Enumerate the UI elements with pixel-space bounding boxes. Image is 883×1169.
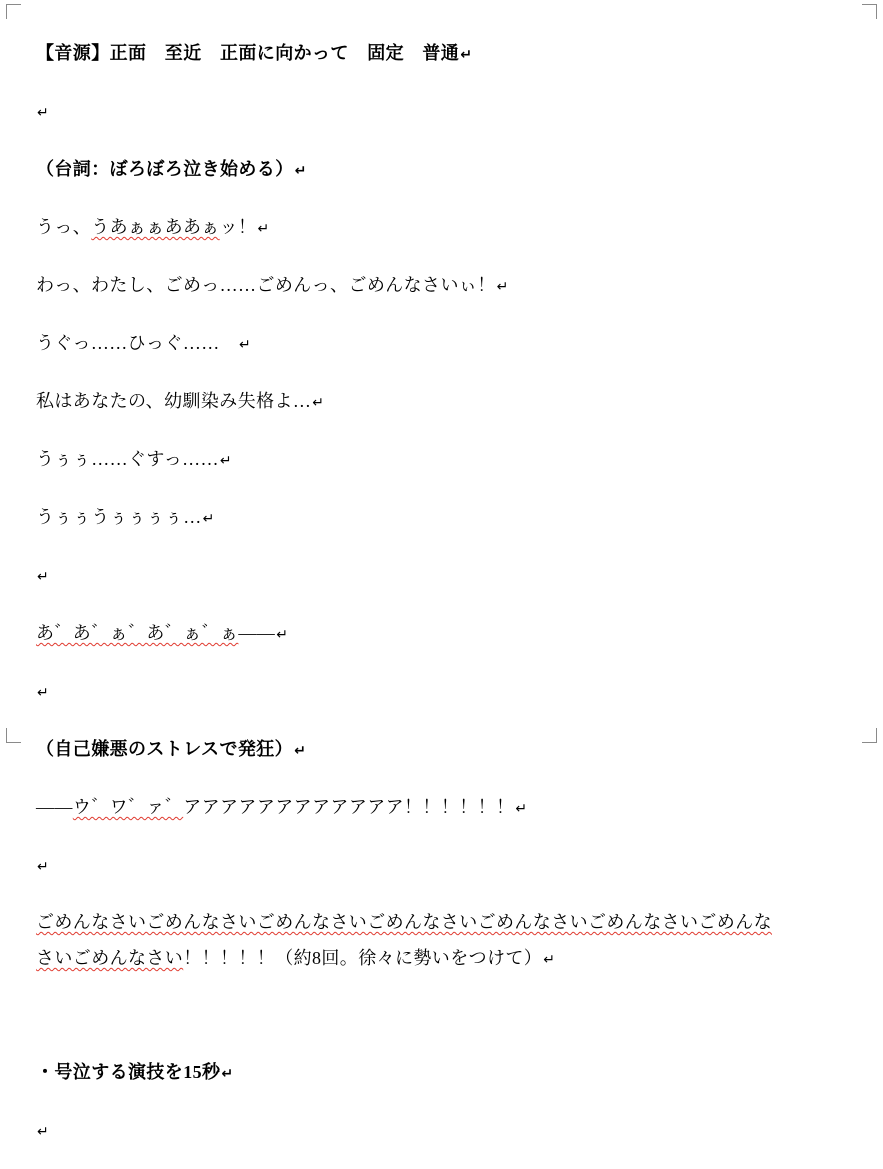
paragraph-line-4[interactable] [36,382,848,422]
paragraph-blank-last[interactable] [36,1111,848,1151]
paragraph-blank[interactable] [36,672,848,712]
page-corner-mark-bottom-left [6,728,21,743]
paragraph-text: うぅぅ……ぐすっ…… [36,449,219,469]
paragraph-line-2[interactable] [36,266,848,306]
paragraph-heading-self-loathing[interactable] [36,730,848,770]
paragraph-mark: ↵ [294,743,307,759]
paragraph-text: （台詞：ぼろぼろ泣き始める） [36,159,294,179]
paragraph-mark: ↵ [239,337,252,353]
paragraph-mark: ↵ [37,1124,50,1140]
paragraph-line-1[interactable] [36,208,848,248]
paragraph-text-misspelled: ウ゛ワ゛ァ゛ [72,797,184,817]
paragraph-text-plain: —— [238,623,276,643]
page-corner-mark-bottom-right [862,728,877,743]
paragraph-text: うぅぅうぅぅぅぅ… [36,507,202,527]
paragraph-line-8[interactable] [36,788,848,828]
paragraph-text: 私はあなたの、幼馴染み失格よ… [36,391,312,411]
paragraph-mark: ↵ [276,627,289,643]
paragraph-spacer[interactable] [36,997,848,1035]
paragraph-text-plain: —— [36,797,73,817]
paragraph-text: うぐっ……ひっぐ…… [36,333,239,353]
paragraph-mark: ↵ [257,221,270,237]
paragraph-mark: ↵ [219,453,233,469]
paragraph-mark: ↵ [460,47,473,63]
paragraph-text-plain: うっ、 [36,217,92,237]
paragraph-text: 【音源】正面 至近 正面に向かって 固定 普通 [36,43,460,63]
paragraph-heading-line-start-crying[interactable] [36,150,848,190]
paragraph-line-3[interactable] [36,324,848,364]
paragraph-direction-wailing[interactable] [36,1053,848,1093]
paragraph-heading-audio-source[interactable] [36,34,848,74]
paragraph-mark: ↵ [37,105,50,121]
paragraph-mark: ↵ [37,685,50,701]
paragraph-mark: ↵ [543,952,556,968]
paragraph-line-6[interactable] [36,498,848,538]
paragraph-text: ・号泣する演技を15秒 [36,1062,221,1082]
paragraph-blank[interactable] [36,92,848,132]
paragraph-mark: ↵ [515,801,528,817]
paragraph-text-misspelled: さいごめんなさい [36,948,184,968]
paragraph-mark: ↵ [496,279,509,295]
paragraph-text-misspelled: あ゛あ゛ぁ゛あ゛ぁ゛ぁ [36,623,239,643]
paragraph-line-7[interactable] [36,614,848,654]
paragraph-text-plain: アアアアアアアアアアアア！！！！！！ [183,797,515,817]
paragraph-blank[interactable] [36,556,848,596]
page-corner-mark-top-right [862,4,877,19]
paragraph-text: わっ、わたし、ごめっ……ごめんっ、ごめんなさいぃ！ [36,275,496,295]
paragraph-text-plain: ！！！！！（約8回。徐々に勢いをつけて） [183,948,543,968]
paragraph-mark: ↵ [202,511,215,527]
paragraph-blank[interactable] [36,846,848,886]
paragraph-text-plain: ッ！ [219,217,257,237]
paragraph-text: （自己嫌悪のストレスで発狂） [36,739,294,759]
document-text-area[interactable] [36,16,848,1169]
paragraph-mark: ↵ [37,859,50,875]
paragraph-mark: ↵ [294,163,307,179]
paragraph-text-misspelled: うあぁぁああぁ [91,217,220,237]
page-corner-mark-top-left [6,4,21,19]
paragraph-mark: ↵ [221,1066,234,1082]
paragraph-mark: ↵ [37,569,50,585]
paragraph-text-misspelled: ごめんなさいごめんなさいごめんなさいごめんなさいごめんなさいごめんなさいごめんな [36,912,772,932]
paragraph-line-9-apologies[interactable] [36,904,848,979]
paragraph-line-5[interactable] [36,440,848,480]
paragraph-mark: ↵ [312,395,325,411]
